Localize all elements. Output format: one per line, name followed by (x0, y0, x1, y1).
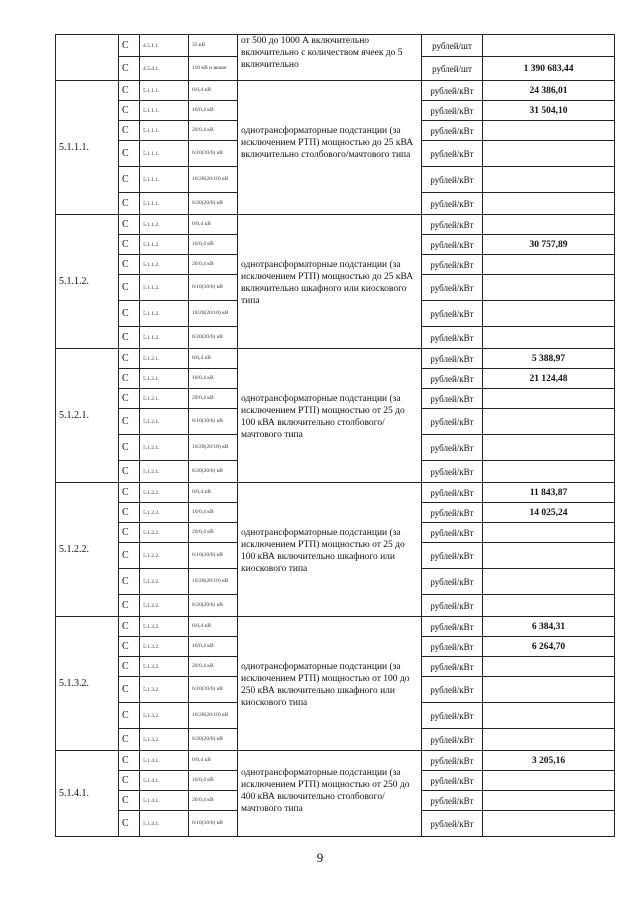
description-cell: однотрансформаторные подстанции (за исключением РТП) мощностью от 250 до 400 кВА включительно столбового/мачтового типа (238, 751, 422, 837)
code-cell: 5.1.1.2. (140, 301, 189, 327)
value-cell (483, 657, 615, 677)
description-cell: однотрансформаторные подстанции (за исключением РТП) мощностью до 25 кВА включительно столбового/мачтового типа (238, 81, 422, 215)
service-cell: С (119, 523, 140, 543)
service-cell: С (119, 729, 140, 751)
unit-cell: рублей/кВт (422, 811, 483, 837)
unit-cell: рублей/кВт (422, 523, 483, 543)
unit-cell: рублей/кВт (422, 389, 483, 409)
service-cell: С (119, 543, 140, 569)
table-row (56, 35, 615, 57)
value-cell: 14 025,24 (483, 503, 615, 523)
service-cell: С (119, 677, 140, 703)
value-cell: 6 384,31 (483, 617, 615, 637)
unit-cell: рублей/кВт (422, 677, 483, 703)
service-cell: С (119, 275, 140, 301)
service-cell: С (119, 193, 140, 215)
code-cell: 5.1.3.2. (140, 617, 189, 637)
value-cell (483, 595, 615, 617)
group-label-cell: 5.1.1.1. (56, 81, 119, 215)
code-cell: 5.1.2.1. (140, 409, 189, 435)
service-cell: С (119, 101, 140, 121)
unit-cell: рублей/кВт (422, 503, 483, 523)
code-cell: 5.1.3.2. (140, 657, 189, 677)
voltage-cell: 10/0,4 кВ (189, 101, 238, 121)
value-cell (483, 121, 615, 141)
service-cell: С (119, 461, 140, 483)
code-cell: 5.1.1.1. (140, 101, 189, 121)
service-cell: С (119, 503, 140, 523)
service-cell: С (119, 751, 140, 771)
unit-cell: рублей/кВт (422, 771, 483, 791)
unit-cell: рублей/кВт (422, 235, 483, 255)
group-label-cell: 5.1.2.1. (56, 349, 119, 483)
voltage-cell: 20/0,4 кВ (189, 255, 238, 275)
voltage-cell: 10/20(20/10) кВ (189, 435, 238, 461)
service-cell: С (119, 235, 140, 255)
voltage-cell: 6/20(20/6) кВ (189, 327, 238, 349)
voltage-cell: 6/20(20/6) кВ (189, 595, 238, 617)
description-cell: однотрансформаторные подстанции (за исключением РТП) мощностью до 25 кВА включительно шкафного или киоскового типа (238, 215, 422, 349)
unit-cell: рублей/кВт (422, 729, 483, 751)
table-row (56, 349, 615, 369)
voltage-cell: 10/20(20/10) кВ (189, 703, 238, 729)
voltage-cell: 6/0,4 кВ (189, 483, 238, 503)
voltage-cell: 6/20(20/6) кВ (189, 729, 238, 751)
value-cell: 5 388,97 (483, 349, 615, 369)
value-cell (483, 301, 615, 327)
voltage-cell: 20/0,4 кВ (189, 791, 238, 811)
voltage-cell: 6/10(10/6) кВ (189, 543, 238, 569)
service-cell: С (119, 483, 140, 503)
value-cell (483, 435, 615, 461)
service-cell: С (119, 35, 140, 57)
value-cell: 6 264,70 (483, 637, 615, 657)
service-cell: С (119, 141, 140, 167)
value-cell: 31 504,10 (483, 101, 615, 121)
code-cell: 5.1.1.2. (140, 235, 189, 255)
description-cell: от 500 до 1000 А включительно включительно с количеством ячеек до 5 включительно (238, 35, 422, 81)
code-cell: 5.1.2.1. (140, 349, 189, 369)
unit-cell: рублей/кВт (422, 101, 483, 121)
value-cell (483, 141, 615, 167)
voltage-cell: 35 кВ (189, 35, 238, 57)
code-cell: 5.1.2.1. (140, 461, 189, 483)
service-cell: С (119, 121, 140, 141)
description-cell: однотрансформаторные подстанции (за исключением РТП) мощностью от 25 до 100 кВА включительно столбового/мачтового типа (238, 349, 422, 483)
group-label-cell: 5.1.2.2. (56, 483, 119, 617)
value-cell (483, 167, 615, 193)
service-cell: С (119, 255, 140, 275)
value-cell: 1 390 683,44 (483, 57, 615, 81)
table-row (56, 483, 615, 503)
service-cell: С (119, 301, 140, 327)
code-cell: 5.1.1.1. (140, 141, 189, 167)
value-cell (483, 523, 615, 543)
unit-cell: рублей/кВт (422, 617, 483, 637)
value-cell (483, 569, 615, 595)
service-cell: С (119, 167, 140, 193)
service-cell: С (119, 369, 140, 389)
service-cell: С (119, 81, 140, 101)
value-cell: 11 843,87 (483, 483, 615, 503)
code-cell: 5.1.1.2. (140, 215, 189, 235)
value-cell (483, 193, 615, 215)
value-cell (483, 791, 615, 811)
service-cell: С (119, 57, 140, 81)
table-row (56, 617, 615, 637)
service-cell: С (119, 617, 140, 637)
voltage-cell: 6/10(10/6) кВ (189, 677, 238, 703)
code-cell: 5.1.1.1. (140, 121, 189, 141)
voltage-cell: 10/0,4 кВ (189, 503, 238, 523)
unit-cell: рублей/кВт (422, 369, 483, 389)
unit-cell: рублей/кВт (422, 121, 483, 141)
voltage-cell: 6/0,4 кВ (189, 215, 238, 235)
voltage-cell: 6/20(20/6) кВ (189, 193, 238, 215)
description-cell: однотрансформаторные подстанции (за исключением РТП) мощностью от 100 до 250 кВА включительно шкафного или киоскового типа (238, 617, 422, 751)
value-cell (483, 215, 615, 235)
service-cell: С (119, 569, 140, 595)
unit-cell: рублей/кВт (422, 81, 483, 101)
tariff-table-body (56, 35, 615, 837)
code-cell: 5.1.3.2. (140, 703, 189, 729)
unit-cell: рублей/кВт (422, 275, 483, 301)
page-number: 9 (316, 850, 324, 865)
unit-cell: рублей/кВт (422, 435, 483, 461)
value-cell (483, 543, 615, 569)
group-label-cell: 5.1.3.2. (56, 617, 119, 751)
unit-cell: рублей/кВт (422, 349, 483, 369)
value-cell (483, 811, 615, 837)
table-row (56, 81, 615, 101)
value-cell (483, 461, 615, 483)
service-cell: С (119, 327, 140, 349)
voltage-cell: 10/0,4 кВ (189, 771, 238, 791)
table-row (56, 751, 615, 771)
code-cell: 5.1.1.1. (140, 193, 189, 215)
service-cell: С (119, 811, 140, 837)
code-cell: 5.1.2.1. (140, 389, 189, 409)
service-cell: С (119, 595, 140, 617)
service-cell: С (119, 215, 140, 235)
value-cell: 21 124,48 (483, 369, 615, 389)
voltage-cell: 6/10(10/6) кВ (189, 811, 238, 837)
value-cell (483, 771, 615, 791)
code-cell: 5.1.4.1. (140, 751, 189, 771)
voltage-cell: 6/0,4 кВ (189, 81, 238, 101)
voltage-cell: 10/20(20/10) кВ (189, 167, 238, 193)
voltage-cell: 10/0,4 кВ (189, 637, 238, 657)
service-cell: С (119, 409, 140, 435)
unit-cell: рублей/шт (422, 57, 483, 81)
code-cell: 5.1.3.2. (140, 677, 189, 703)
service-cell: С (119, 349, 140, 369)
voltage-cell: 6/20(20/6) кВ (189, 461, 238, 483)
tariff-table (55, 34, 615, 837)
code-cell: 4.5.4.1. (140, 57, 189, 81)
unit-cell: рублей/кВт (422, 657, 483, 677)
service-cell: С (119, 435, 140, 461)
unit-cell: рублей/кВт (422, 595, 483, 617)
code-cell: 5.1.2.2. (140, 483, 189, 503)
unit-cell: рублей/кВт (422, 409, 483, 435)
unit-cell: рублей/кВт (422, 637, 483, 657)
code-cell: 5.1.2.2. (140, 569, 189, 595)
unit-cell: рублей/кВт (422, 193, 483, 215)
voltage-cell: 20/0,4 кВ (189, 657, 238, 677)
code-cell: 5.1.1.2. (140, 255, 189, 275)
code-cell: 5.1.1.1. (140, 81, 189, 101)
service-cell: С (119, 771, 140, 791)
voltage-cell: 20/0,4 кВ (189, 121, 238, 141)
value-cell (483, 703, 615, 729)
voltage-cell: 6/0,4 кВ (189, 617, 238, 637)
unit-cell: рублей/кВт (422, 751, 483, 771)
unit-cell: рублей/кВт (422, 301, 483, 327)
code-cell: 5.1.1.2. (140, 275, 189, 301)
value-cell (483, 275, 615, 301)
code-cell: 5.1.2.1. (140, 435, 189, 461)
service-cell: С (119, 657, 140, 677)
voltage-cell: 6/10(10/6) кВ (189, 409, 238, 435)
voltage-cell: 20/0,4 кВ (189, 389, 238, 409)
unit-cell: рублей/кВт (422, 703, 483, 729)
value-cell (483, 255, 615, 275)
value-cell (483, 327, 615, 349)
unit-cell: рублей/кВт (422, 215, 483, 235)
group-label-cell: 5.1.4.1. (56, 751, 119, 837)
service-cell: С (119, 791, 140, 811)
value-cell: 3 205,16 (483, 751, 615, 771)
code-cell: 5.1.3.2. (140, 637, 189, 657)
value-cell (483, 677, 615, 703)
code-cell: 5.1.3.2. (140, 729, 189, 751)
code-cell: 5.1.2.2. (140, 523, 189, 543)
unit-cell: рублей/кВт (422, 569, 483, 595)
voltage-cell: 20/0,4 кВ (189, 523, 238, 543)
value-cell (483, 389, 615, 409)
unit-cell: рублей/кВт (422, 483, 483, 503)
service-cell: С (119, 703, 140, 729)
value-cell (483, 409, 615, 435)
code-cell: 5.1.1.2. (140, 327, 189, 349)
code-cell: 5.1.1.1. (140, 167, 189, 193)
voltage-cell: 110 кВ и выше (189, 57, 238, 81)
value-cell: 30 757,89 (483, 235, 615, 255)
group-label-cell: 5.1.1.2. (56, 215, 119, 349)
value-cell (483, 35, 615, 57)
voltage-cell: 10/20(20/10) кВ (189, 301, 238, 327)
unit-cell: рублей/кВт (422, 141, 483, 167)
unit-cell: рублей/кВт (422, 461, 483, 483)
code-cell: 5.1.4.1. (140, 811, 189, 837)
value-cell (483, 729, 615, 751)
voltage-cell: 6/0,4 кВ (189, 349, 238, 369)
unit-cell: рублей/кВт (422, 791, 483, 811)
code-cell: 5.1.2.2. (140, 503, 189, 523)
voltage-cell: 6/10(10/6) кВ (189, 141, 238, 167)
voltage-cell: 6/0,4 кВ (189, 751, 238, 771)
code-cell: 5.1.4.1. (140, 771, 189, 791)
voltage-cell: 6/10(10/6) кВ (189, 275, 238, 301)
group-label-cell (56, 35, 119, 81)
description-cell: однотрансформаторные подстанции (за исключением РТП) мощностью от 25 до 100 кВА включительно шкафного или киоскового типа (238, 483, 422, 617)
code-cell: 5.1.4.1. (140, 791, 189, 811)
voltage-cell: 10/0,4 кВ (189, 235, 238, 255)
unit-cell: рублей/кВт (422, 327, 483, 349)
unit-cell: рублей/кВт (422, 255, 483, 275)
code-cell: 5.1.2.1. (140, 369, 189, 389)
code-cell: 4.5.1.1 (140, 35, 189, 57)
table-row (56, 215, 615, 235)
value-cell: 24 386,01 (483, 81, 615, 101)
unit-cell: рублей/кВт (422, 167, 483, 193)
voltage-cell: 10/20(20/10) кВ (189, 569, 238, 595)
code-cell: 5.1.2.2. (140, 543, 189, 569)
unit-cell: рублей/шт (422, 35, 483, 57)
service-cell: С (119, 389, 140, 409)
unit-cell: рублей/кВт (422, 543, 483, 569)
voltage-cell: 10/0,4 кВ (189, 369, 238, 389)
code-cell: 5.1.2.2. (140, 595, 189, 617)
service-cell: С (119, 637, 140, 657)
